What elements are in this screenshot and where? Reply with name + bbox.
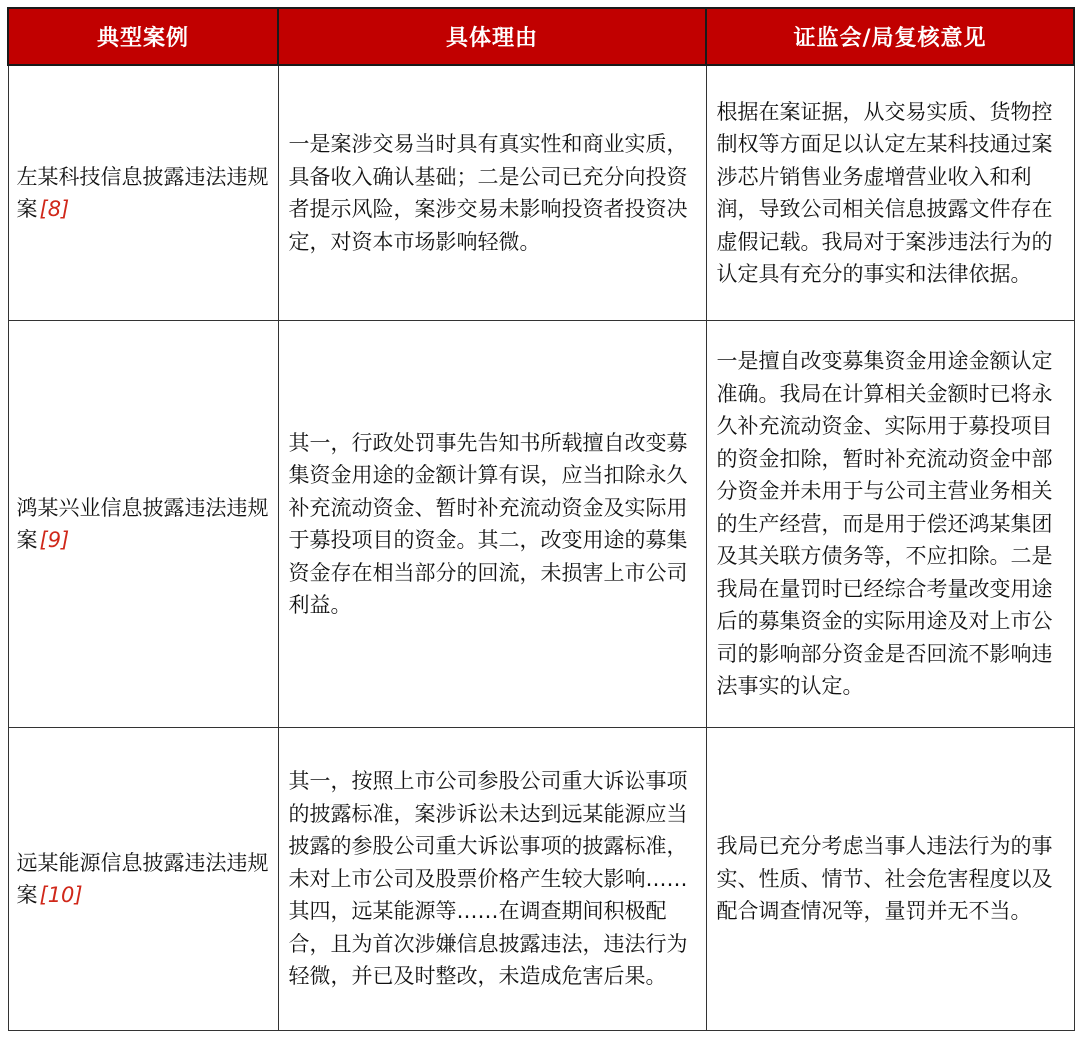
case-name: 远某能源信息披露违法违规案 xyxy=(16,850,269,907)
table-row xyxy=(8,321,1074,728)
header-review-opinion: 证监会/局复核意见 xyxy=(706,8,1074,65)
case-reference-link[interactable]: [8] xyxy=(39,197,70,221)
header-specific-reason: 具体理由 xyxy=(278,8,706,65)
table-row xyxy=(8,65,1074,321)
table-row xyxy=(8,728,1074,1031)
case-name-cell xyxy=(8,728,278,1031)
case-reference-link[interactable]: [9] xyxy=(39,528,70,552)
case-name-cell xyxy=(8,321,278,728)
opinion-cell: 根据在案证据，从交易实质、货物控制权等方面足以认定左某科技通过案涉芯片销售业务虚增营业收入和利润，导致公司相关信息披露文件存在虚假记载。我局对于案涉违法行为的认定具有充分的事实和法律依据。 xyxy=(706,65,1074,321)
case-reference-link[interactable]: [10] xyxy=(39,883,83,907)
reason-cell: 其一，按照上市公司参股公司重大诉讼事项的披露标准，案涉诉讼未达到远某能源应当披露的参股公司重大诉讼事项的披露标准，未对上市公司及股票价格产生较大影响……其四，远某能源等……在调查期间积极配合，且为首次涉嫌信息披露违法，违法行为轻微，并已及时整改，未造成危害后果。 xyxy=(278,728,706,1031)
case-name-cell xyxy=(8,65,278,321)
case-name: 鸿某兴业信息披露违法违规案 xyxy=(16,495,269,552)
case-table-container xyxy=(7,7,1073,1031)
header-typical-case: 典型案例 xyxy=(8,8,278,65)
reason-cell: 一是案涉交易当时具有真实性和商业实质，具备收入确认基础；二是公司已充分向投资者提示风险，案涉交易未影响投资者投资决定，对资本市场影响轻微。 xyxy=(278,65,706,321)
opinion-cell: 一是擅自改变募集资金用途金额认定准确。我局在计算相关金额时已将永久补充流动资金、实际用于募投项目的资金扣除，暂时补充流动资金中部分资金并未用于与公司主营业务相关的生产经营，而是用于偿还鸿某集团及其关联方债务等，不应扣除。二是我局在量罚时已经综合考量改变用途后的募集资金的实际用途及对上市公司的影响部分资金是否回流不影响违法事实的认定。 xyxy=(706,321,1074,728)
case-review-table xyxy=(7,7,1075,1031)
opinion-cell: 我局已充分考虑当事人违法行为的事实、性质、情节、社会危害程度以及配合调查情况等，量罚并无不当。 xyxy=(706,728,1074,1031)
table-header-row xyxy=(8,8,1074,65)
reason-cell: 其一，行政处罚事先告知书所载擅自改变募集资金用途的金额计算有误，应当扣除永久补充流动资金、暂时补充流动资金及实际用于募投项目的资金。其二，改变用途的募集资金存在相当部分的回流，未损害上市公司利益。 xyxy=(278,321,706,728)
case-name: 左某科技信息披露违法违规案 xyxy=(16,164,269,221)
